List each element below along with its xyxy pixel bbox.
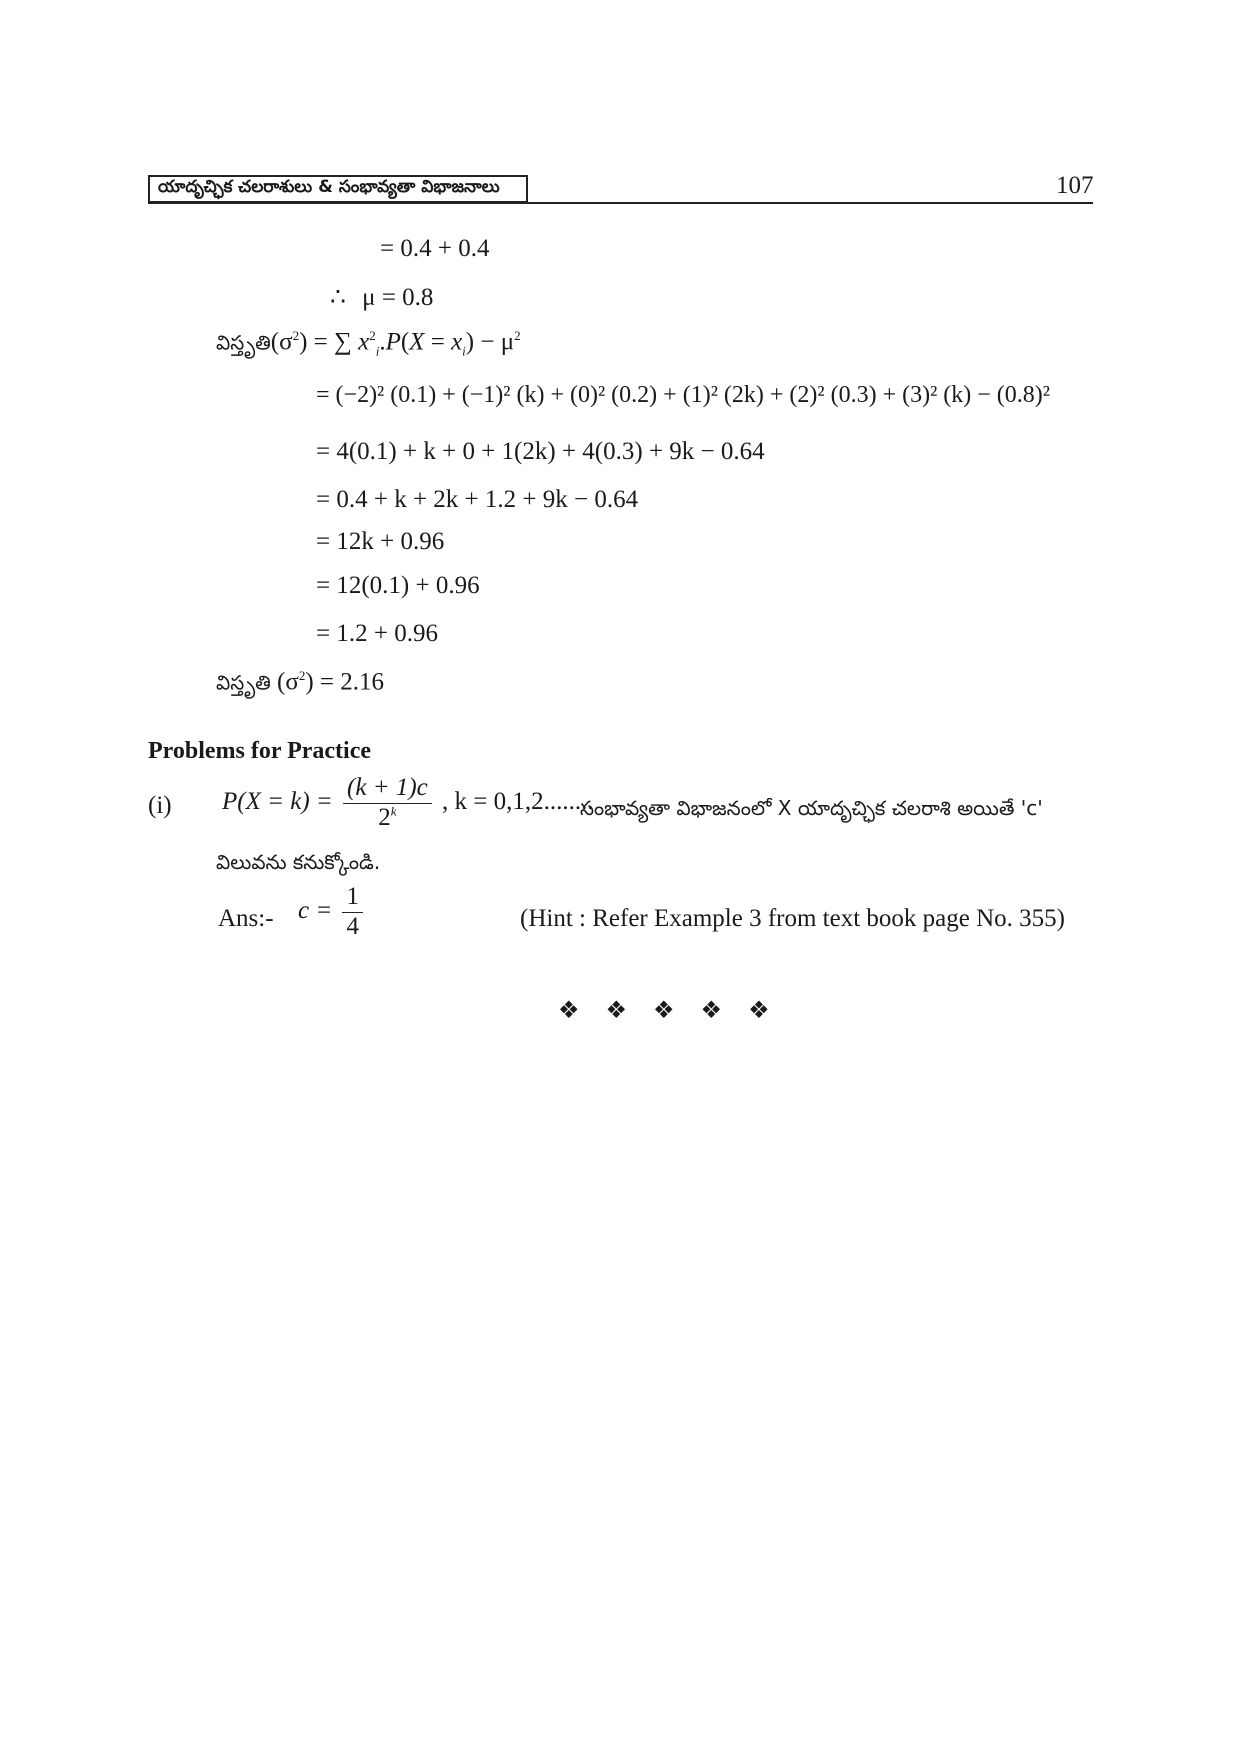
equation-line-6: = 0.4 + k + 2k + 1.2 + 9k − 0.64 bbox=[316, 486, 639, 513]
chapter-title: యాదృచ్ఛిక చలరాశులు & సంభావ్యతా విభాజనాలు bbox=[148, 175, 528, 203]
answer-fraction bbox=[342, 883, 363, 942]
formula-fraction bbox=[343, 774, 432, 833]
answer-denominator: 4 bbox=[346, 912, 359, 940]
equation-mean bbox=[330, 282, 433, 312]
equation-variance-definition: $విస్తృతి(\sigma^2)$ = ∑ $x^2_i.P(X = x_i) - \mu^2$ bbox=[216, 328, 521, 359]
practice-formula bbox=[222, 774, 594, 833]
equation-line-1: = 0.4 + 0.4 bbox=[380, 235, 490, 262]
therefore-symbol: ∴ bbox=[330, 284, 346, 311]
equation-final-variance: విస్తృతి $(\sigma^2) = 2.16$ bbox=[216, 668, 385, 696]
page-number: 107 bbox=[1056, 172, 1094, 199]
fraction-numerator: (k + 1)c bbox=[343, 774, 432, 804]
answer-formula bbox=[298, 883, 367, 942]
equation-line-4: = (−2)² (0.1) + (−1)² (k) + (0)² (0.2) + (1)² (2k) + (2)² (0.3) + (3)² (k) − (0.8)² bbox=[316, 382, 1050, 408]
equation-line-8: = 12(0.1) + 0.96 bbox=[316, 572, 480, 599]
section-title: Problems for Practice bbox=[148, 738, 372, 764]
header-rule bbox=[148, 202, 1093, 204]
mean-value: = 0.8 bbox=[381, 284, 434, 311]
mu-symbol: μ bbox=[362, 284, 376, 311]
hint-text: (Hint : Refer Example 3 from text book page No. 355) bbox=[520, 905, 1065, 932]
answer-label: Ans:- bbox=[218, 905, 274, 932]
formula-lhs: P(X = k) = bbox=[222, 787, 333, 815]
practice-telugu-text-line2: విలువను కనుక్కోండి. bbox=[216, 850, 381, 874]
variance-tail: − μ bbox=[480, 328, 515, 356]
final-variance-label: విస్తృతి bbox=[216, 670, 271, 695]
practice-telugu-text: సంభావ్యతా విభాజనంలో X యాదృచ్ఛిక చలరాశి అయితే 'c' bbox=[580, 796, 1043, 820]
final-variance-value: = 2.16 bbox=[319, 668, 385, 696]
equation-line-7: = 12k + 0.96 bbox=[316, 528, 445, 555]
answer-numerator: 1 bbox=[342, 883, 363, 913]
variance-label: విస్తృతి bbox=[216, 330, 271, 355]
answer-lhs: c = bbox=[298, 896, 333, 924]
fraction-denominator: 2$^k$ bbox=[378, 803, 397, 831]
practice-item-number: (i) bbox=[148, 792, 172, 819]
equation-line-5: = 4(0.1) + k + 0 + 1(2k) + 4(0.3) + 9k − 0.64 bbox=[316, 438, 765, 465]
ornament-divider: ❖ ❖ ❖ ❖ ❖ bbox=[558, 998, 780, 1024]
equation-line-9: = 1.2 + 0.96 bbox=[316, 620, 438, 647]
formula-tail: , k = 0,1,2........ bbox=[442, 787, 594, 815]
